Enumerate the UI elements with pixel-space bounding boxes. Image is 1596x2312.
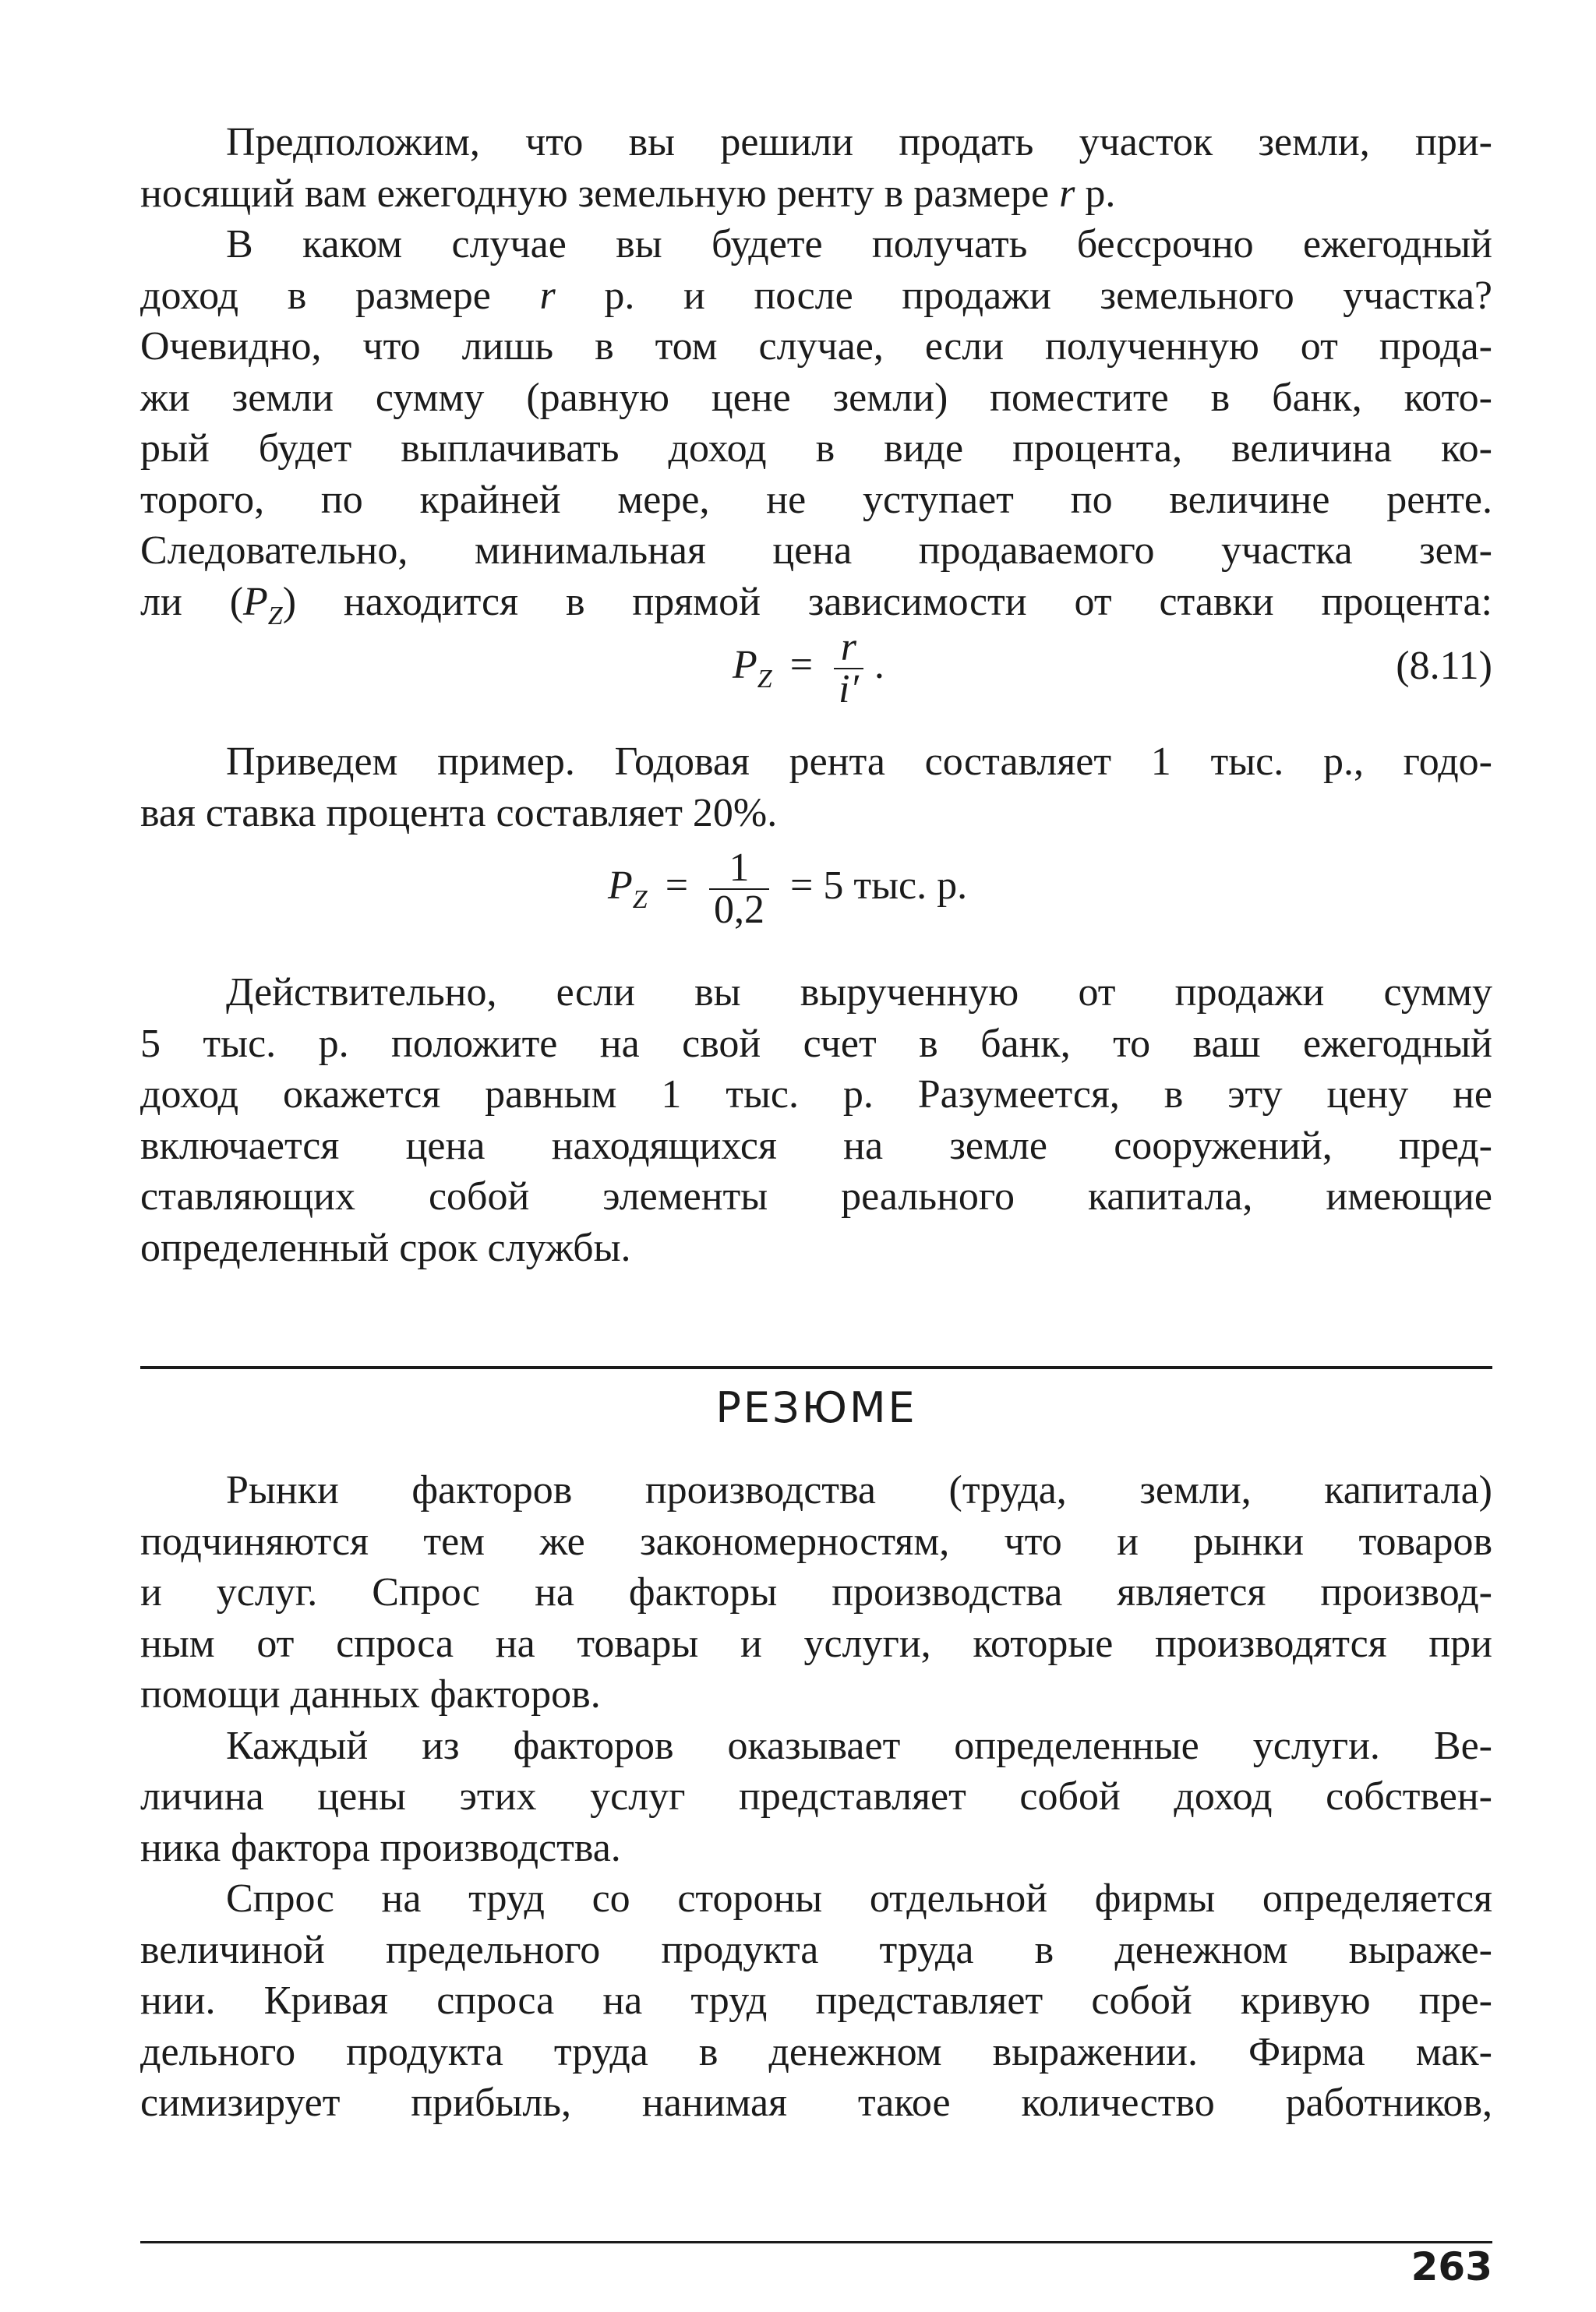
summary-paragraph-2 [140,1721,1492,1874]
text-line: нии. Кривая спроса на труд представляет собой кривую пре- [140,1978,1492,2023]
paragraph-example [140,736,1492,838]
text-line: личина цены этих услуг представляет собой доход собствен- [140,1774,1492,1819]
text-line: 5 тыс. р. положите на свой счет в банк, то ваш ежегодный [140,1021,1492,1066]
paragraph-explanation [140,967,1492,1273]
text-line: и услуг. Спрос на факторы производства является производ- [140,1570,1492,1615]
text-line: величиной предельного продукта труда в денежном выраже- [140,1927,1492,1972]
text-line: носящий вам ежегодную земельную ренту в размере r р. [140,171,1116,216]
text-line: ставляющих собой элементы реального капитала, имеющие [140,1174,1492,1219]
formula-example [140,838,1492,967]
summary-paragraph-1 [140,1465,1492,1721]
text-line: помощи данных факторов. [140,1672,601,1717]
text-line: ным от спроса на товары и услуги, которые производятся при [140,1621,1492,1666]
text-line: ника фактора производства. [140,1825,621,1870]
summary-body [140,1465,1492,2129]
formula-expression: $P_Z$ = $\frac{1}{0,2}$ = 5 тыс. р. [608,845,968,932]
text-line: включается цена находящихся на земле сооружений, пред- [140,1123,1492,1168]
equation-number: (8.11) [1396,644,1492,688]
text-line: В каком случае вы будете получать бессрочно ежегодный [226,222,1492,266]
formula-expression: $P_Z$ = $\frac{r}{i'}$ . [733,625,885,711]
text-line: симизирует прибыль, нанимая такое количество работников, [140,2081,1492,2125]
text-line: ли $(P_Z)$ находится в прямой зависимости от ставки процента: [140,579,1493,630]
text-line: Следовательно, минимальная цена продаваемого участка зем- [140,528,1492,573]
text-line: определенный срок службы. [140,1225,631,1270]
text-line: рый будет выплачивать доход в виде процента, величина ко- [140,426,1492,471]
text-line: вая ставка процента составляет 20%. [140,790,778,835]
section-title: РЕЗЮМЕ [715,1383,917,1432]
text-line: Очевидно, что лишь в том случае, если полученную от прода- [140,324,1492,369]
text-line: подчиняются тем же закономерностям, что и рынки товаров [140,1519,1492,1564]
page-number: 263 [1411,2244,1492,2289]
text-line: доход окажется равным 1 тыс. р. Разумеется, в эту цену не [140,1072,1492,1117]
fraction: $\frac{1}{0,2}$ [709,848,769,930]
page-body [140,117,1492,1273]
summary-paragraph-3 [140,1873,1492,2129]
paragraph-land-sale [140,117,1493,630]
text-line: Рынки факторов производства (труда, земли, капитала) [226,1468,1492,1513]
section-divider [140,1366,1492,1369]
footer-divider [140,2241,1492,2243]
text-line: Спрос на труд со стороны отдельной фирмы определяется [226,1876,1492,1921]
text-line: дельного продукта труда в денежном выражении. Фирма мак- [140,2029,1492,2074]
text-line: Каждый из факторов оказывает определенные услуги. Ве- [226,1723,1492,1768]
text-line: Приведем пример. Годовая рента составляет 1 тыс. р., годо- [226,739,1492,784]
text-line: жи земли сумму (равную цене земли) поместите в банк, кото- [140,375,1492,420]
formula-8-11 [140,627,1492,736]
text-line: Действительно, если вы вырученную от продажи сумму [226,970,1492,1015]
text-line: доход в размере r р. и после продажи земельного участка? [140,273,1492,318]
text-line: Предположим, что вы решили продать участок земли, при- [226,120,1492,164]
text-line: торого, по крайней мере, не уступает по величине ренте. [140,477,1492,522]
fraction: $\frac{r}{i'}$ [834,627,863,710]
